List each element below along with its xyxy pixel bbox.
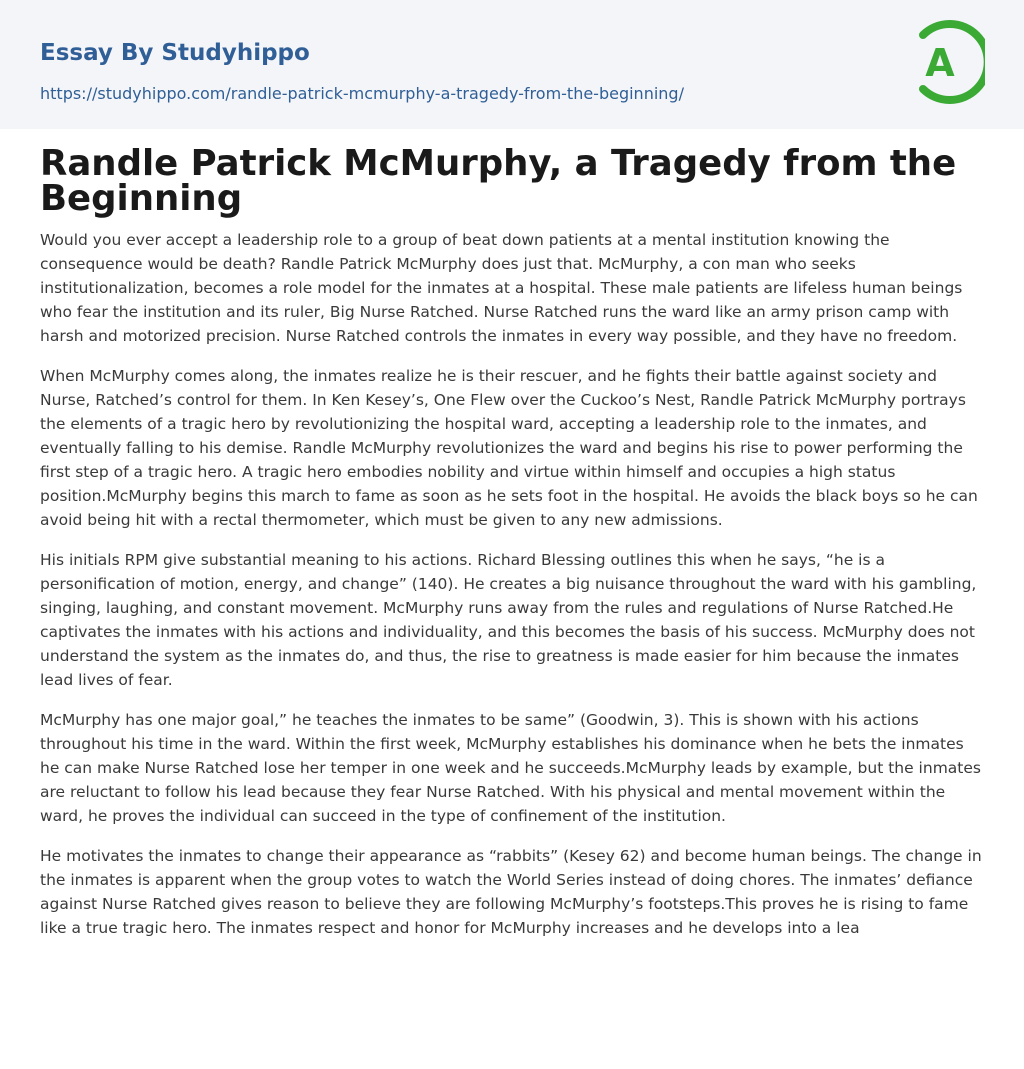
- logo-letter: A: [925, 41, 955, 85]
- essay-paragraph: His initials RPM give substantial meaning to his actions. Richard Blessing outlines this when he says, “he is a personification of motion, energy, and change” (140). He creates a big nuisance throughout the ward with his gambling, singing, laughing, and constant movement. McMurphy runs away from the rules and regulations of Nurse Ratched.He captivates the inmates with his actions and individuality, and this becomes the basis of his success. McMurphy does not understand the system as the inmates do, and thus, the rise to greatness is made easier for him because the inmates lead lives of fear.: [40, 551, 977, 689]
- logo-ring-icon: [913, 20, 985, 104]
- essay-paragraph: He motivates the inmates to change their appearance as “rabbits” (Kesey 62) and become human beings. The change in the inmates is apparent when the group votes to watch the World Series instead of doing chores. The inmates’ defiance against Nurse Ratched gives reason to believe they are following McMurphy’s footsteps.This proves he is rising to fame like a true tragic hero. The inmates respect and honor for McMurphy increases and he develops into a lea: [40, 847, 982, 937]
- essay-paragraph: Would you ever accept a leadership role to a group of beat down patients at a mental institution knowing the consequence would be death? Randle Patrick McMurphy does just that. McMurphy, a con man who seeks institutionalization, becomes a role model for the inmates at a hospital. These male patients are lifeless human beings who fear the institution and its ruler, Big Nurse Ratched. Nurse Ratched runs the ward like an army prison camp with harsh and motorized precision. Nurse Ratched controls the inmates in every way possible, and they have no freedom.: [40, 231, 963, 345]
- site-brand-title[interactable]: Essay By Studyhippo: [40, 40, 310, 66]
- essay-paragraph: McMurphy has one major goal,” he teaches the inmates to be same” (Goodwin, 3). This is shown with his actions throughout his time in the ward. Within the first week, McMurphy establishes his dominance when he bets the inmates he can make Nurse Ratched lose her temper in one week and he succeeds.McMurphy leads by example, but the inmates are reluctant to follow his lead because they fear Nurse Ratched. With his physical and mental movement within the ward, he proves the individual can succeed in the type of confinement of the institution.: [40, 711, 981, 825]
- site-logo[interactable]: [913, 20, 985, 104]
- essay-content: [40, 143, 986, 956]
- essay-title: Randle Patrick McMurphy, a Tragedy from the Beginning: [40, 143, 957, 219]
- essay-paragraph: When McMurphy comes along, the inmates realize he is their rescuer, and he fights their battle against society and Nurse, Ratched’s control for them. In Ken Kesey’s, One Flew over the Cuckoo’s Nest, Randle Patrick McMurphy portrays the elements of a tragic hero by revolutionizing the hospital ward, accepting a leadership role to the inmates, and eventually falling to his demise. Randle McMurphy revolutionizes the ward and begins his rise to power performing the first step of a tragic hero. A tragic hero embodies nobility and virtue within himself and occupies a high status position.McMurphy begins this march to fame as soon as he sets foot in the hospital. He avoids the black boys so he can avoid being hit with a rectal thermometer, which must be given to any new admissions.: [40, 367, 978, 529]
- site-header: [0, 0, 1024, 129]
- source-url-link[interactable]: https://studyhippo.com/randle-patrick-mcmurphy-a-tragedy-from-the-beginning/: [40, 84, 684, 103]
